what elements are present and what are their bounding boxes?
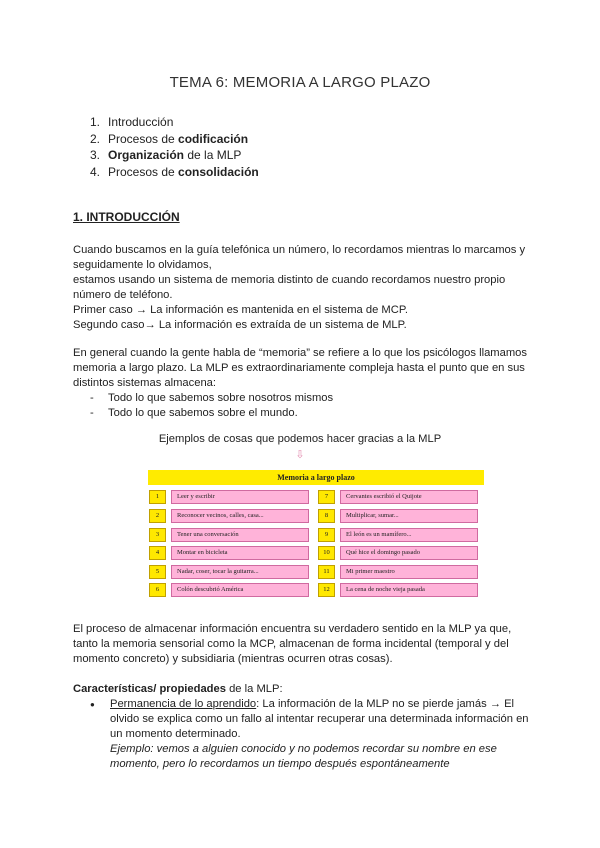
- toc-text: Procesos de: [108, 164, 175, 179]
- example-number: 11: [318, 565, 335, 579]
- text-line: momento concreto) y subsidiaria (mientras ocurren otras cosas).: [73, 653, 393, 665]
- section-heading: 1. INTRODUCCIÓN: [73, 210, 180, 224]
- text-line: estamos usando un sistema de memoria distinto de cuando recordamos nuestro propio: [73, 274, 506, 286]
- example-number: 5: [149, 565, 166, 579]
- bullet-icon: ●: [90, 700, 95, 709]
- example-number: 7: [318, 490, 335, 504]
- text-line: número de teléfono.: [73, 289, 173, 301]
- text-line: distintos sistemas almacena:: [73, 377, 217, 389]
- text-line: olvido se explica como un fallo al intentar recuperar una determinada información en: [110, 713, 529, 725]
- example-item: [149, 583, 309, 597]
- text-line: El proceso de almacenar información encuentra su verdadero sentido en la MLP ya que,: [73, 623, 512, 635]
- toc-bold: codificación: [178, 131, 249, 146]
- example-number: 1: [149, 490, 166, 504]
- toc-text: Introducción: [108, 115, 174, 129]
- text-line: : La información de la MLP no se pierde jamás → El: [256, 698, 515, 710]
- example-item: [149, 528, 309, 542]
- example-number: 9: [318, 528, 335, 542]
- example-text: Montar en bicicleta: [171, 546, 309, 560]
- example-item: [149, 509, 309, 523]
- example-text: Multiplicar, sumar...: [340, 509, 478, 523]
- example-item: [318, 565, 478, 579]
- example-number: 8: [318, 509, 335, 523]
- mlp-examples-figure: [146, 468, 486, 601]
- bullet-item: [73, 697, 543, 772]
- text-line: memoria a largo plazo. La MLP es extraordinariamente compleja hasta el punto que en sus: [73, 362, 525, 374]
- characteristics-label: [73, 682, 543, 697]
- example-number: 6: [149, 583, 166, 597]
- toc-number: 1.: [90, 115, 101, 129]
- dash-list-item: - Todo lo que sabemos sobre nosotros mismos: [90, 392, 334, 404]
- example-number: 10: [318, 546, 335, 560]
- table-of-contents: [90, 114, 259, 180]
- characteristics-suffix: de la MLP:: [225, 683, 283, 695]
- example-text: Reconocer vecinos, calles, casa...: [171, 509, 309, 523]
- toc-text: de la MLP: [184, 148, 242, 162]
- example-item: [318, 546, 478, 560]
- example-item: [318, 509, 478, 523]
- characteristics-block: [73, 682, 543, 772]
- toc-number: 2.: [90, 131, 101, 146]
- example-text: Tener una conversación: [171, 528, 309, 542]
- text-line: Cuando buscamos en la guía telefónica un número, lo recordamos mientras lo marcamos y: [73, 244, 526, 256]
- example-item: [149, 490, 309, 504]
- dash-list-item: - Todo lo que sabemos sobre el mundo.: [90, 407, 298, 419]
- example-item: [149, 565, 309, 579]
- example-item: [149, 546, 309, 560]
- toc-bold: Organización: [108, 148, 185, 162]
- example-text: Qué hice el domingo pasado: [340, 546, 478, 560]
- toc-item: [90, 131, 259, 148]
- example-item: [318, 528, 478, 542]
- text-line: Primer caso → La información es mantenida en el sistema de MCP.: [73, 304, 408, 316]
- toc-item: [90, 147, 259, 164]
- example-text: Nadar, coser, tocar la guitarra...: [171, 565, 309, 579]
- example-text: El león es un mamífero...: [340, 528, 478, 542]
- example-number: 2: [149, 509, 166, 523]
- toc-bold: consolidación: [178, 164, 259, 179]
- example-text: Mi primer maestro: [340, 565, 478, 579]
- toc-text: Procesos de: [108, 131, 175, 146]
- figure-caption: Ejemplos de cosas que podemos hacer gracias a la MLP: [158, 433, 442, 445]
- toc-item: [90, 114, 259, 131]
- example-number: 4: [149, 546, 166, 560]
- example-text: Leer y escribir: [171, 490, 309, 504]
- example-number: 3: [149, 528, 166, 542]
- example-line: Ejemplo: vemos a alguien conocido y no podemos recordar su nombre en ese: [110, 743, 497, 755]
- characteristics-title: Características/ propiedades: [73, 683, 226, 695]
- figure-header: Memoria a largo plazo: [148, 470, 484, 485]
- example-text: Cervantes escribió el Quijote: [340, 490, 478, 504]
- term-underlined: Permanencia de lo aprendido: [110, 698, 257, 710]
- toc-number: 4.: [90, 164, 101, 179]
- text-line: En general cuando la gente habla de “memoria” se refiere a lo que los psicólogos llamamos: [73, 347, 527, 359]
- example-item: [318, 490, 478, 504]
- text-line: un momento determinado.: [110, 728, 241, 740]
- paragraph-memory: [73, 346, 543, 421]
- text-line: Segundo caso→ La información es extraída de un sistema de MLP.: [73, 319, 407, 331]
- paragraph-intro: [73, 243, 543, 333]
- example-text: La cena de noche vieja pasada: [340, 583, 478, 597]
- example-line: momento, pero lo recordamos un tiempo después espontáneamente: [110, 758, 450, 770]
- down-arrow-icon: ⇩: [295, 449, 305, 461]
- toc-item: [90, 164, 259, 181]
- page-title: TEMA 6: MEMORIA A LARGO PLAZO: [169, 74, 431, 91]
- example-item: [318, 583, 478, 597]
- text-line: tanto la memoria sensorial como la MCP, almacenan de forma incidental (temporal y del: [73, 638, 509, 650]
- paragraph-storage: [73, 622, 543, 667]
- toc-number: 3.: [90, 148, 101, 162]
- text-line: seguidamente lo olvidamos,: [73, 259, 212, 271]
- example-number: 12: [318, 583, 335, 597]
- example-text: Colón descubrió América: [171, 583, 309, 597]
